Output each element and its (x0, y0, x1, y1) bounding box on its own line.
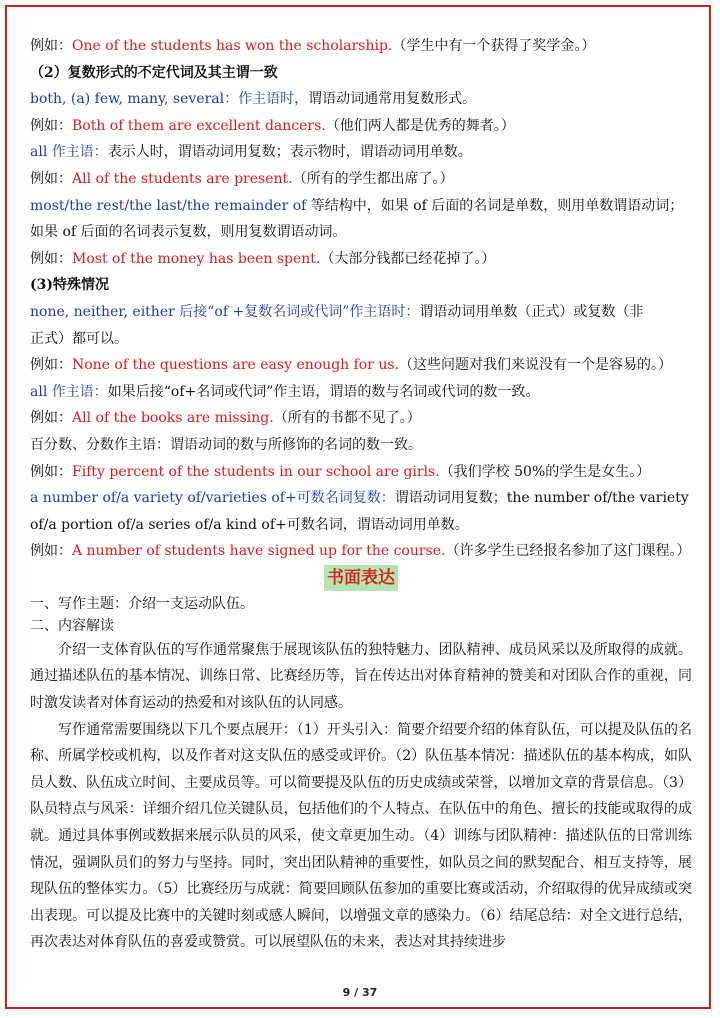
rule-line (30, 485, 692, 512)
rule-text-line: 百分数、分数作主语：谓语动词的数与所修饰的名词的数一致。 (30, 436, 422, 453)
analysis-heading: 二、内容解读 (30, 617, 114, 634)
rule-text: 等结构中，如果 of 后面的名词是单数，则用单数谓语动词； (310, 197, 684, 214)
example-english: A number of students have signed up for the course. (72, 543, 446, 560)
example-english: None of the questions are easy enough for us. (72, 357, 400, 374)
example-english: All of the books are missing. (72, 410, 274, 427)
rule-text: 如果后接“of+名词或代词”作主语，谓语的数与名词或代词的数一致。 (107, 383, 540, 400)
example-label: 例如： (30, 170, 72, 187)
rule-line (30, 139, 692, 166)
rule-continuation: 如果 of 后面的名词表示复数，则用复数谓语动词。 (30, 224, 347, 241)
rule-keywords: 作主语时， (238, 91, 309, 108)
example-line (30, 166, 692, 193)
example-english: All of the students are present. (72, 170, 293, 187)
rule-line (30, 193, 692, 220)
rule-text: 表示人时，谓语动词用复数；表示物时，谓语动词用单数。 (107, 144, 472, 161)
example-english: Most of the money has been spent. (72, 250, 321, 267)
example-translation: （学生中有一个获得了奖学金。） (392, 38, 596, 54)
section-title-row (30, 565, 692, 593)
example-label: 例如： (30, 410, 72, 427)
example-translation: （所有的书都不见了。） (273, 410, 421, 427)
example-label: 例如： (30, 543, 72, 560)
example-line (30, 246, 692, 273)
example-translation: （他们两人都是优秀的舞者。） (325, 117, 515, 134)
example-label: 例如： (30, 38, 72, 54)
example-line (30, 113, 692, 140)
example-translation: （大部分钱都已经花掉了。） (320, 250, 496, 267)
example-english: Fifty percent of the students in our school are girls. (72, 463, 440, 480)
rule-keywords: all 作主语： (30, 144, 108, 161)
rule-continuation: of/a portion of/a series of/a kind of+可数名词，谓语动词用单数。 (30, 516, 469, 533)
example-line (30, 405, 692, 432)
example-translation: （许多学生已经报名参加了这门课程。） (445, 543, 691, 560)
example-translation: （我们学校 50%的学生是女生。） (439, 463, 651, 480)
rule-text: 谓语动词用复数；the number of/the variety (394, 490, 689, 507)
subheading-special-cases: (3)特殊情况 (30, 277, 109, 294)
rule-text: 谓语动词通常用复数形式。 (308, 91, 477, 108)
example-english: One of the students has won the scholarship. (72, 38, 393, 54)
rule-text: 谓语动词用单数（正式）或复数（非 (419, 303, 644, 320)
subheading-plural-pronouns: （2）复数形式的不定代词及其主谓一致 (30, 64, 278, 81)
page-number: 9 / 37 (342, 986, 378, 999)
rule-line (30, 379, 692, 406)
example-english: Both of them are excellent dancers. (72, 117, 326, 134)
rule-keywords: most/the rest/the last/the remainder of (30, 197, 311, 214)
analysis-paragraph: 介绍一支体育队伍的写作通常聚焦于展现该队伍的独特魅力、团队精神、成员风采以及所取得的成就。通过描述队伍的基本情况、训练日常、比赛经历等，旨在传达出对体育精神的赞美和对团队合作的重视，同时激发读者对体育运动的热爱和对该队伍的认同感。 (30, 641, 692, 712)
section-title: 书面表达 (324, 565, 398, 591)
rule-keywords: both, (a) few, many, several： (30, 91, 239, 108)
rule-keywords: none, neither, either 后接“of +复数名词或代词”作主语时： (30, 303, 420, 320)
example-line (30, 459, 692, 486)
example-translation: （这些问题对我们来说没有一个是容易的。） (399, 357, 673, 374)
example-label: 例如： (30, 463, 72, 480)
example-line (30, 352, 692, 379)
example-label: 例如： (30, 117, 72, 134)
rule-line (30, 299, 692, 326)
rule-line (30, 86, 692, 113)
key-points-paragraph: 写作通常需要围绕以下几个要点展开：（1）开头引入：简要介绍要介绍的体育队伍，可以提及队伍的名称、所属学校或机构，以及作者对这支队伍的感受或评价。（2）队伍基本情况：描述队伍的基本构成，如队员人数、队伍成立时间、主要成员等。可以简要提及队伍的历史成绩或荣誉，以增加文章的背景信息。（3）队员特点与风采：详细介绍几位关键队员，包括他们的个人特点、在队伍中的角色、擅长的技能或取得的成就。通过具体事例或数据来展示队员的风采，使文章更加生动。（4）训练与团队精神：描述队伍的日常训练情况，强调队员们的努力与坚持。同时，突出团队精神的重要性，如队员之间的默契配合、相互支持等，展现队伍的整体实力。（5）比赛经历与成就：简要回顾队伍参加的重要比赛或活动，介绍取得的优异成绩或突出表现。可以提及比赛中的关键时刻或感人瞬间，以增强文章的感染力。（6）结尾总结：对全文进行总结，再次表达对体育队伍的喜爱或赞赏。可以展望队伍的未来，表达对其持续进步 (30, 721, 692, 951)
example-line (30, 33, 692, 60)
example-translation: （所有的学生都出席了。） (292, 170, 454, 187)
writing-topic: 一、写作主题：介绍一支运动队伍。 (30, 595, 254, 612)
example-line (30, 538, 692, 565)
document-body (30, 33, 692, 956)
rule-continuation: 正式）都可以。 (30, 330, 128, 347)
rule-keywords: all 作主语： (30, 383, 108, 400)
example-label: 例如： (30, 250, 72, 267)
rule-keywords: a number of/a variety of/varieties of+可数名词复数： (30, 490, 395, 507)
example-label: 例如： (30, 357, 72, 374)
